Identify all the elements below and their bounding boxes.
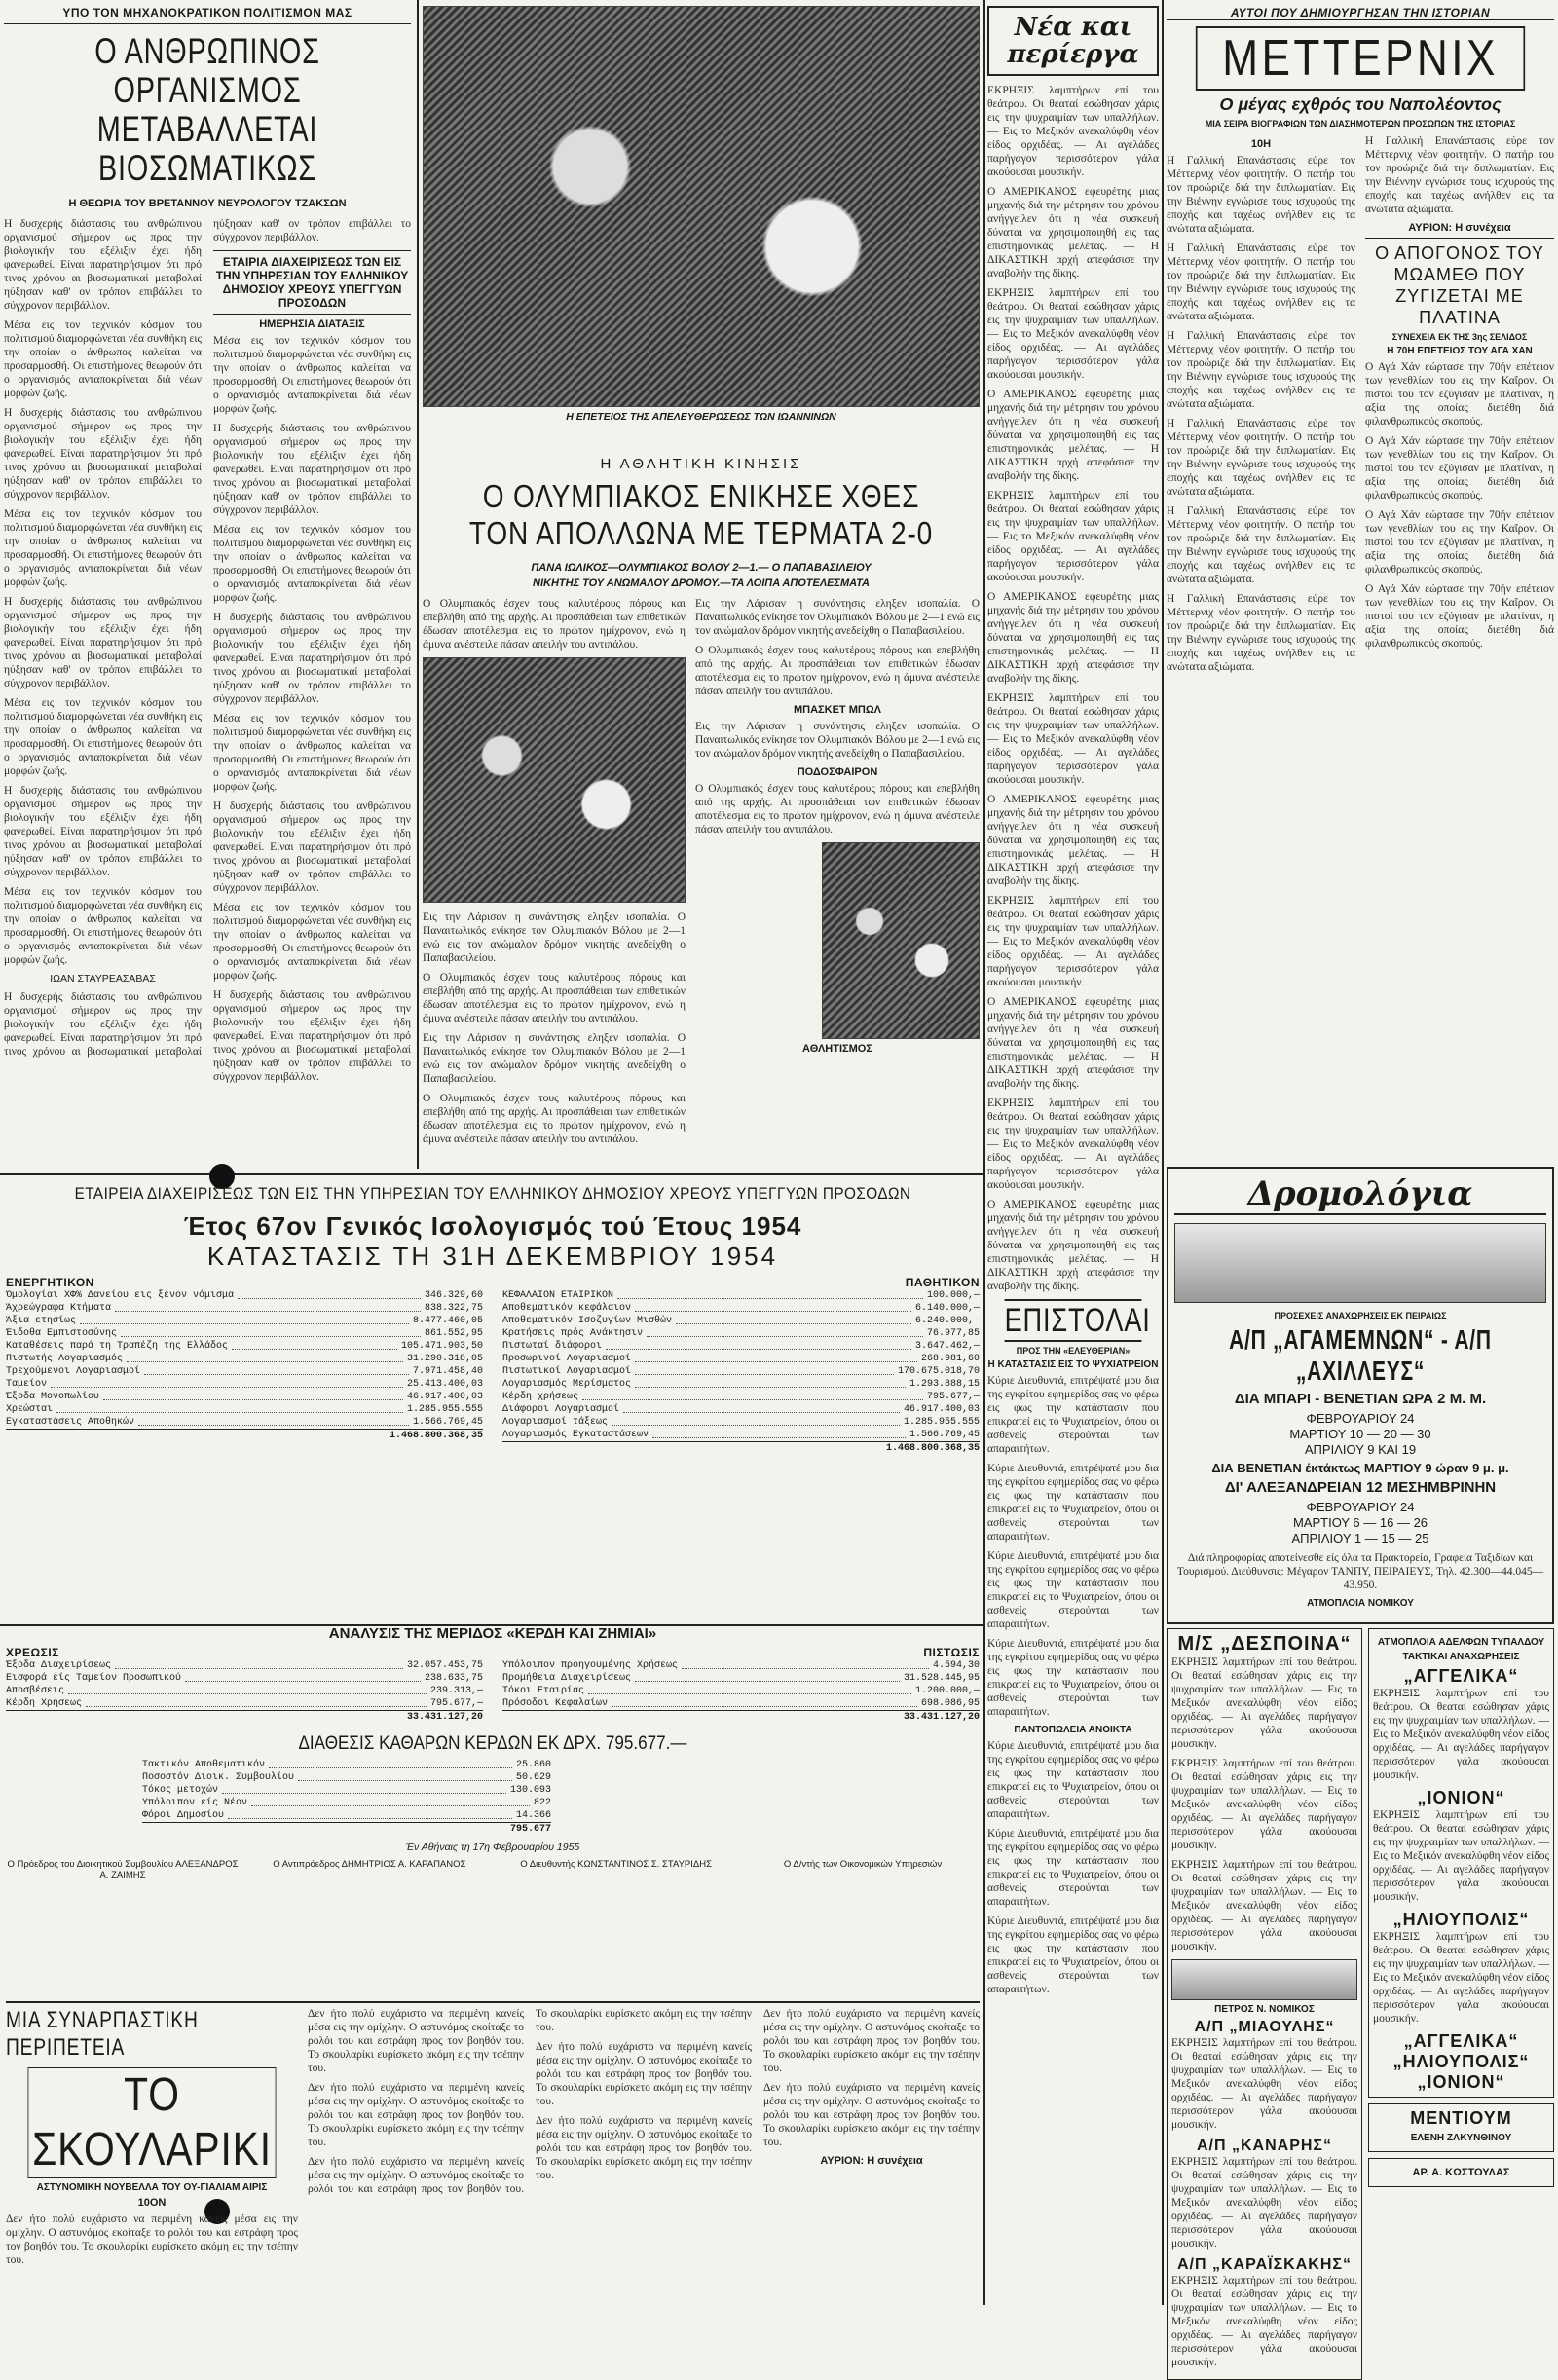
row-value: 8.477.460,05 (412, 1316, 483, 1326)
ship-ionion: „ΙΟΝΙΟΝ“ (1417, 1788, 1505, 1807)
distribution-head: ΔΙΑΘΕΣΙΣ ΚΑΘΑΡΩΝ ΚΕΡΔΩΝ ΕΚ ΔΡΧ. 795.677.— (298, 1733, 687, 1754)
paragraph: Η Γαλλική Επανάστασις εύρε τον Μέττερνιχ νέον φοιτητήν. Ο πατήρ του τον προώριζε διά την διπλωματίαν. Εις την Βιέννην εγνώρισε τους ισχυρούς της εποχής και ταχέως ανήλθεν εις τα ανώτατα αξιώματα. (1167, 155, 1355, 235)
balance-total: 33.431.127,20 (502, 1710, 980, 1724)
paragraph: Η δυσχερής διάστασις του ανθρώπινου οργανισμού σήμερον ως προς την βιολογικήν του εξέλιξιν έχει ήδη φανερωθεί. Είναι παρατηρήσιμον ότι πρό τινος χρόνου αι βιοσωματικαί μεταβολαί ηύξησαν καθ' ον τρόπον επιβάλλει το σύγχρονον περιβάλλον. (213, 612, 411, 705)
row-label: Πιστωταί διάφοροι (502, 1341, 603, 1352)
row-label: Πρόσοδοι Κεφαλαίων (502, 1698, 609, 1709)
balance-year-line: Έτος 67ον Γενικός Ισολογισμός τού Έτους 1954 (183, 1211, 802, 1241)
row-label: Άξια ετησίως (6, 1316, 77, 1326)
paragraph: Η Γαλλική Επανάστασις εύρε τον Μέττερνιχ νέον φοιτητήν. Ο πατήρ του τον προώριζε διά την διπλωματίαν. Εις την Βιέννην εγνώρισε τους ισχυρούς της εποχής και ταχέως ανήλθεν εις τα ανώτατα αξιώματα. (1167, 242, 1355, 322)
row-label: Αποθεματικόν Ισοζυγίων Μισθών (502, 1316, 673, 1326)
paragraph: Ο Ολυμπιακός έσχεν τους καλυτέρους πόρους και επεβλήθη από της αρχής. Αι προσπάθειαι των επιθετικών έδωσαν αποτέλεσμα εις το πρώτον ημίχρονον, ενώ η άμυνα ανέστειλε πάσαν απειλήν του αντιπάλου. (423, 598, 686, 651)
section-rule (0, 1173, 983, 1175)
paragraph: Ο ΑΜΕΡΙΚΑΝΟΣ εφευρέτης μιας μηχανής διά την μέτρησιν του χρόνου ανήγγειλεν ότι η νέα συσκευή δύναται να χρησιμοποιηθή εις τας επιστημονικάς μελέτας. — Η ΔΙΚΑΣΤΙΚΗ αρχή απεφάσισε την αναβολήν της δίκης. (987, 996, 1159, 1090)
balance-row (502, 1697, 980, 1710)
balance-row (6, 1391, 483, 1403)
paragraph: Μέσα εις τον τεχνικόν κόσμον του πολιτισμού διαμορφώνεται νέα συνθήκη εις την οποίαν ο άνθρωπος καλείται να προσαρμοσθή. Οι επιστήμονες θεωρούν ότι ο οργανισμός ανταποκρίνεται διά νέων μορφών ζωής. (213, 713, 411, 793)
paragraph: Μέσα εις τον τεχνικόν κόσμον του πολιτισμού διαμορφώνεται νέα συνθήκη εις την οποίαν ο άνθρωπος καλείται να προσαρμοσθή. Οι επιστήμονες θεωρούν ότι ο οργανισμός ανταποκρίνεται διά νέων μορφών ζωής. (4, 508, 202, 588)
paragraph: Η Γαλλική Επανάστασις εύρε τον Μέττερνιχ νέον φοιτητήν. Ο πατήρ του τον προώριζε διά την διπλωματίαν. Εις την Βιέννην εγνώρισε τους ισχυρούς της εποχής και ταχέως ανήλθεν εις τα ανώτατα αξιώματα. (1167, 418, 1355, 498)
balance-row (502, 1659, 980, 1672)
column-rule (983, 0, 985, 2305)
row-value: 31.528.445,95 (903, 1673, 980, 1684)
doctor-name: ΑΡ. Α. ΚΩΣΤΟΥΛΑΣ (1412, 2167, 1510, 2178)
row-value: 822 (533, 1798, 551, 1808)
subheadline: ΠΑΝΑ ΙΩΛΙΚΟΣ—ΟΛΥΜΠΙΑΚΟΣ ΒΟΛΟΥ 2—1.— Ο ΠΑΠΑΒΑΣΙΛΕΙΟΥ (531, 562, 872, 574)
paragraph: Κύριε Διευθυντά, επιτρέψατέ μου δια της εγκρίτου εφημερίδος σας να φέρω εις φως την κατάστασιν που επικρατεί εις το Ψυχιατρείον, όπου οι ασθενείς στερούνται των απαραιτήτων. (987, 1550, 1159, 1630)
row-value: 4.594,30 (932, 1660, 980, 1671)
paragraph: Η δυσχερής διάστασις του ανθρώπινου οργανισμού σήμερον ως προς την βιολογικήν του εξέλιξιν έχει ήδη φανερωθεί. Είναι παρατηρήσιμον ότι πρό τινος χρόνου αι βιοσωματικαί μεταβολαί ηύξησαν καθ' ον τρόπον επιβάλλει το σύγχρονον περιβάλλον. (213, 423, 411, 516)
row-label: Προμήθεια Διαχειρίσεως (502, 1673, 632, 1684)
row-label: Πιστωτής Λογαριασμός (6, 1354, 124, 1364)
paragraph: Η δυσχερής διάστασις του ανθρώπινου οργανισμού σήμερον ως προς την βιολογικήν του εξέλιξιν έχει ήδη φανερωθεί. Είναι παρατηρήσιμον ότι πρό τινος χρόνου αι βιοσωματικαί μεταβολαί ηύξησαν καθ' ον τρόπον επιβάλλει το σύγχρονον περιβάλλον. (213, 989, 411, 1083)
headline: Ο ΑΝΘΡΩΠΙΝΟΣ ΟΡΓΑΝΙΣΜΟΣ (94, 31, 320, 110)
row-value: 100.000,— (926, 1290, 980, 1301)
ad-note: ΠΡΟΣΕΧΕΙΣ ΑΝΑΧΩΡΗΣΕΙΣ ΕΚ ΠΕΙΡΑΙΩΣ (1274, 1311, 1447, 1320)
mention-title: ΜΕΝΤΙΟΥΜ (1410, 2108, 1512, 2128)
row-value: 31.290.318,05 (406, 1354, 483, 1364)
series-note: ΜΙΑ ΣΕΙΡΑ ΒΙΟΓΡΑΦΙΩΝ ΤΩΝ ΔΙΑΣΗΜΟΤΕΡΩΝ ΠΡΟΣΩΠΩΝ ΤΗΣ ΙΣΤΟΡΙΑΣ (1205, 119, 1516, 129)
despoina-title: Μ/Σ „ΔΕΣΠΟΙΝΑ“ (1177, 1633, 1352, 1655)
row-label: Λογαριασμοί τάξεως (502, 1417, 609, 1428)
ship-miaoulis: Α/Π „ΜΙΑΟΥΛΗΣ“ (1194, 2019, 1335, 2035)
paragraph: Η δυσχερής διάστασις του ανθρώπινου οργανισμού σήμερον ως προς την βιολογικήν του εξέλιξιν έχει ήδη φανερωθεί. Είναι παρατηρήσιμον ότι πρό τινος χρόνου αι βιοσωματικαί μεταβολαί ηύξησαν καθ' ον τρόπον επιβάλλει το σύγχρονον περιβάλλον. (4, 218, 202, 312)
balance-row (502, 1315, 980, 1327)
ad-date: ΦΕΒΡΟΥΑΡΙΟΥ 24 (1306, 1411, 1415, 1426)
serial-continued: ΑΥΡΙΟΝ: Η συνέχεια (820, 2155, 923, 2167)
row-label: Αποσβέσεις (6, 1686, 65, 1696)
mention-sub: ΕΛΕΝΗ ΖΑΚΥΝΘΙΝΟΥ (1410, 2133, 1512, 2143)
row-value: 7.971.458,40 (412, 1366, 483, 1377)
paragraph: Η δυσχερής διάστασις του ανθρώπινου οργανισμού σήμερον ως προς την βιολογικήν του εξέλιξιν έχει ήδη φανερωθεί. Είναι παρατηρήσιμον ότι πρό τινος χρόνου αι βιοσωματικαί μεταβολαί ηύξησαν καθ' ον τρόπον επιβάλλει το σύγχρονον περιβάλλον. (4, 785, 202, 878)
paragraph: ΕΚΡΗΞΙΣ λαμπτήρων επί του θεάτρου. Οι θεαταί εσώθησαν χάρις εις την ψυχραιμίαν των υπαλλήλων. — Εις το Μεξικόν ανεκαλύφθη νέον είδος ορχιδέας. — Αι αγελάδες παρήγαγον περισσότερον γάλα ακούουσαι μουσικήν. (1373, 1931, 1549, 2025)
balance-row (6, 1327, 483, 1340)
balance-row (6, 1403, 483, 1416)
paragraph: Δεν ήτο πολύ ευχάριστο να περιμένη κανείς μέσα εις την ομίχλην. Ο αστυνόμος εκοίταξε το ρολόι του και εστράφη προς τον βοηθόν του. Το σκουλαρίκι ευρίσκετο ακόμη εις την τσέπην του. (536, 2041, 752, 2107)
paragraph: ΕΚΡΗΞΙΣ λαμπτήρων επί του θεάτρου. Οι θεαταί εσώθησαν χάρις εις την ψυχραιμίαν των υπαλλήλων. — Εις το Μεξικόν ανεκαλύφθη νέον είδος ορχιδέας. — Αι αγελάδες παρήγαγον περισσότερον γάλα ακούουσαι μουσικήν. (1373, 1688, 1549, 1781)
row-value: 6.140.000,— (914, 1303, 980, 1314)
row-label: Ποσοστόν Διοικ. Συμβουλίου (142, 1772, 295, 1783)
ship-ionion-2: „ΙΟΝΙΟΝ“ (1417, 2072, 1505, 2092)
subheadline: Ο μέγας εχθρός του Ναπολέοντος (1219, 94, 1502, 114)
balance-row (6, 1378, 483, 1391)
row-label: Προσωρινοί Λογαριασμοί (502, 1354, 632, 1364)
balance-total: 33.431.127,20 (6, 1710, 483, 1724)
balance-row (6, 1289, 483, 1302)
balance-row (142, 1797, 551, 1809)
balance-row (502, 1302, 980, 1315)
paragraph: ΕΚΡΗΞΙΣ λαμπτήρων επί του θεάτρου. Οι θεαταί εσώθησαν χάρις εις την ψυχραιμίαν των υπαλλήλων. — Εις το Μεξικόν ανεκαλύφθη νέον είδος ορχιδέας. — Αι αγελάδες παρήγαγον περισσότερον γάλα ακούουσαι μουσικήν. (1171, 1758, 1357, 1851)
ship-illustration (1171, 1959, 1357, 2000)
section-kicker: Η ΑΘΛΗΤΙΚΗ ΚΙΝΗΣΙΣ (600, 456, 802, 472)
schedule-title: ΑΤΜΟΠΛΟΙΑ ΑΔΕΛΦΩΝ ΤΥΠΑΛΔΟΥ (1377, 1637, 1545, 1648)
balance-row (502, 1289, 980, 1302)
row-label: Τόκος μετοχών (142, 1785, 219, 1796)
row-label: Τρεχούμενοι Λογαριασμοί (6, 1366, 141, 1377)
active-label: ΕΝΕΡΓΗΤΙΚΟΝ (6, 1276, 94, 1289)
balance-row (502, 1429, 980, 1441)
section-subhead: ΑΘΛΗΤΙΣΜΟΣ (802, 1043, 872, 1055)
credit-label: ΠΙΣΤΩΣΙΣ (923, 1646, 980, 1659)
balance-analysis (6, 1621, 980, 1991)
row-value: 795.677,— (926, 1392, 980, 1402)
aga-khan-title: Ο ΑΠΟΓΟΝΟΣ ΤΟΥ ΜΩΑΜΕΘ ΠΟΥ ΖΥΓΙΖΕΤΑΙ ΜΕ ΠΛΑΤΙΝΑ (1365, 238, 1554, 328)
balance-row (6, 1672, 483, 1685)
paragraph: Η δυσχερής διάστασις του ανθρώπινου οργανισμού σήμερον ως προς την βιολογικήν του εξέλιξιν έχει ήδη φανερωθεί. Είναι παρατηρήσιμον ότι πρό τινος χρόνου αι βιοσωματικαί μεταβολαί ηύξησαν καθ' ον τρόπον επιβάλλει το σύγχρονον περιβάλλον. (4, 218, 411, 1058)
paragraph: Κύριε Διευθυντά, επιτρέψατέ μου δια της εγκρίτου εφημερίδος σας να φέρω εις φως την κατάστασιν που επικρατεί εις το Ψυχιατρείον, όπου οι ασθενείς στερούνται των απαραιτήτων. (987, 1740, 1159, 1820)
row-value: 698.086,95 (920, 1698, 980, 1709)
subheadline: ΝΙΚΗΤΗΣ ΤΟΥ ΑΝΩΜΑΛΟΥ ΔΡΟΜΟΥ.—ΤΑ ΛΟΙΠΑ ΑΠΟΤΕΛΕΣΜΑΤΑ (533, 577, 870, 589)
ad-date: ΑΠΡΙΛΙΟΥ 1 — 15 — 25 (1291, 1531, 1429, 1545)
row-value: 25.413.400,03 (406, 1379, 483, 1390)
ship-helioupolis-2: „ΗΛΙΟΥΠΟΛΙΣ“ (1392, 2052, 1530, 2071)
photo-football-match (423, 657, 686, 903)
paragraph: Δεν ήτο πολύ ευχάριστο να περιμένη κανείς μέσα εις την ομίχλην. Ο αστυνόμος εκοίταξε το ρολόι του και εστράφη προς τον βοηθόν του. Το σκουλαρίκι ευρίσκετο ακόμη εις την τσέπην του. (6, 2213, 298, 2266)
paragraph: Ο Ολυμπιακός έσχεν τους καλυτέρους πόρους και επεβλήθη από της αρχής. Αι προσπάθειαι των επιθετικών έδωσαν αποτέλεσμα εις το πρώτον ημίχρονον, ενώ η άμυνα ανέστειλε πάσαν απειλήν του αντιπάλου. (695, 645, 980, 697)
shipping-schedules (1167, 1628, 1554, 2368)
paragraph: Κύριε Διευθυντά, επιτρέψατέ μου δια της εγκρίτου εφημερίδος σας να φέρω εις φως την κατάστασιν που επικρατεί εις το Ψυχιατρείον, όπου οι ασθενείς στερούνται των απαραιτήτων. (987, 1638, 1159, 1718)
paragraph: Ο Ολυμπιακός έσχεν τους καλυτέρους πόρους και επεβλήθη από της αρχής. Αι προσπάθειαι των επιθετικών έδωσαν αποτέλεσμα εις το πρώτον ημίχρονον, ενώ η άμυνα ανέστειλε πάσαν απειλήν του αντιπάλου. (423, 1093, 686, 1145)
row-label: Έιδοθα Εμπιστοσύνης (6, 1328, 118, 1339)
letters-subtitle: ΠΡΟΣ ΤΗΝ «ΕΛΕΥΘΕΡΙΑΝ» (1016, 1346, 1131, 1356)
paragraph: Μέσα εις τον τεχνικόν κόσμον του πολιτισμού διαμορφώνεται νέα συνθήκη εις την οποίαν ο άνθρωπος καλείται να προσαρμοσθή. Οι επιστήμονες θεωρούν ότι ο οργανισμός ανταποκρίνεται διά νέων μορφών ζωής. (213, 902, 411, 982)
balance-row (6, 1340, 483, 1353)
row-label: Όμολογίαι ΧΦ% Δανείου εις ξένον νόμισμα (6, 1290, 235, 1301)
paragraph: Ο Αγά Χάν εώρτασε την 70ήν επέτειον των γενεθλίων του εις την Καΐρον. Οι πιστοί του τον εζύγισαν με πλατίναν, η αξία της οποίας διετέθη διά φιλανθρωπικούς σκοπούς. (1365, 361, 1554, 428)
kicker: ΥΠΟ ΤΟΝ ΜΗΧΑΝΟΚΡΑΤΙΚΟΝ ΠΟΛΙΤΙΣΜΟΝ ΜΑΣ (4, 6, 411, 24)
row-value: 105.471.903,50 (400, 1341, 483, 1352)
balance-row (502, 1672, 980, 1685)
paragraph: Ο Ολυμπιακός έσχεν τους καλυτέρους πόρους και επεβλήθη από της αρχής. Αι προσπάθειαι των επιθετικών έδωσαν αποτέλεσμα εις το πρώτον ημίχρονον, ενώ η άμυνα ανέστειλε πάσαν απειλήν του αντιπάλου. (423, 972, 686, 1024)
balance-row (502, 1340, 980, 1353)
row-value: 1.285.955.555 (406, 1404, 483, 1415)
balance-row (142, 1784, 551, 1797)
row-label: Τακτικόν Αποθεματικόν (142, 1760, 266, 1770)
paragraph: ΕΚΡΗΞΙΣ λαμπτήρων επί του θεάτρου. Οι θεαταί εσώθησαν χάρις εις την ψυχραιμίαν των υπαλλήλων. — Εις το Μεξικόν ανεκαλύφθη νέον είδος ορχιδέας. — Αι αγελάδες παρήγαγον περισσότερον γάλα ακούουσαι μουσικήν. (987, 692, 1159, 786)
section-subhead: ΠΟΔΟΣΦΑΙΡΟΝ (797, 766, 878, 778)
paragraph: Η Γαλλική Επανάστασις εύρε τον Μέττερνιχ νέον φοιτητήν. Ο πατήρ του τον προώριζε διά την διπλωματίαν. Εις την Βιέννην εγνώρισε τους ισχυρούς της εποχής και ταχέως ανήλθεν εις τα ανώτατα αξιώματα. (1167, 505, 1355, 585)
balance-row (6, 1659, 483, 1672)
paragraph: Ο ΑΜΕΡΙΚΑΝΟΣ εφευρέτης μιας μηχανής διά την μέτρησιν του χρόνου ανήγγειλεν ότι η νέα συσκευή δύναται να χρησιμοποιηθή εις τας επιστημονικάς μελέτας. — Η ΔΙΚΑΣΤΙΚΗ αρχή απεφάσισε την αναβολήν της δίκης. (987, 389, 1159, 482)
ad-date: ΜΑΡΤΙΟΥ 10 — 20 — 30 (1289, 1427, 1431, 1441)
paragraph: ΕΚΡΗΞΙΣ λαμπτήρων επί του θεάτρου. Οι θεαταί εσώθησαν χάρις εις την ψυχραιμίαν των υπαλλήλων. — Εις το Μεξικόν ανεκαλύφθη νέον είδος ορχιδέας. — Αι αγελάδες παρήγαγον περισσότερον γάλα ακούουσαι μουσικήν. (1171, 1859, 1357, 1952)
balance-sheet (6, 1180, 980, 1618)
ad-date: ΦΕΒΡΟΥΑΡΙΟΥ 24 (1306, 1500, 1415, 1514)
row-value: 861.552,95 (424, 1328, 483, 1339)
ship-kanaris: Α/Π „ΚΑΝΑΡΗΣ“ (1196, 2138, 1333, 2154)
row-value: 25.860 (515, 1760, 551, 1770)
paragraph: Η Γαλλική Επανάστασις εύρε τον Μέττερνιχ νέον φοιτητήν. Ο πατήρ του τον προώριζε διά την διπλωματίαν. Εις την Βιέννην εγνώρισε τους ισχυρούς της εποχής και ταχέως ανήλθεν εις τα ανώτατα αξιώματα. (1167, 330, 1355, 410)
serial-subtitle: ΑΣΤΥΝΟΜΙΚΗ ΝΟΥΒΕΛΛΑ ΤΟΥ ΟΥ-ΓΙΑΛΙΑΜ ΑΙΡΙΣ (36, 2182, 268, 2193)
row-value: 76.977,85 (926, 1328, 980, 1339)
row-label: Διάφοροι Λογαριασμοί (502, 1404, 620, 1415)
row-value: 838.322,75 (424, 1303, 483, 1314)
pharmacy-head: ΠΑΝΤΟΠΩΛΕΙΑ ΑΝΟΙΚΤΑ (1014, 1725, 1132, 1735)
section-subhead: ΗΜΕΡΗΣΙΑ ΔΙΑΤΑΞΙΣ (259, 318, 365, 330)
paragraph: Κύριε Διευθυντά, επιτρέψατέ μου δια της εγκρίτου εφημερίδος σας να φέρω εις φως την κατάστασιν που επικρατεί εις το Ψυχιατρείον, όπου οι ασθενείς στερούνται των απαραιτήτων. (987, 1915, 1159, 1995)
row-value: 46.917.400,03 (406, 1392, 483, 1402)
ship-angelika: „ΑΓΓΕΛΙΚΑ“ (1403, 1666, 1519, 1686)
paragraph: Εις την Λάρισαν η συνάντησις εληξεν ισοπαλία. Ο Παναιτωλικός ενίκησε τον Ολυμπιακόν Βόλου με 2—1 ενώ εις τον ανώμαλον δρόμον νικητής ανεδείχθη ο Παπαβασιλείου. (695, 598, 980, 637)
row-value: 346.329,60 (424, 1290, 483, 1301)
balance-row (6, 1302, 483, 1315)
paragraph: Ο Αγά Χάν εώρτασε την 70ήν επέτειον των γενεθλίων του εις την Καΐρον. Οι πιστοί του τον εζύγισαν με πλατίναν, η αξία της οποίας διετέθη διά φιλανθρωπικούς σκοπούς. (1365, 509, 1554, 576)
row-label: Λογαριασμός Εγκαταστάσεων (502, 1430, 649, 1440)
ad-ships: Α/Π „ΑΓΑΜΕΜΝΩΝ“ - Α/Π „ΑΧΙΛΛΕΥΣ“ (1229, 1324, 1492, 1386)
row-label: Αποθεματικόν κεφάλαιον (502, 1303, 632, 1314)
balance-row (142, 1771, 551, 1784)
section-subhead: ΜΠΑΣΚΕΤ ΜΠΩΛ (794, 704, 881, 716)
schedule-sub: ΤΑΚΤΙΚΑΙ ΑΝΑΧΩΡΗΣΕΙΣ (1402, 1652, 1520, 1662)
row-label: Λογαριασμός Μερίσματος (502, 1379, 632, 1390)
column-rule (417, 0, 419, 1169)
petros-nomikos: ΠΕΤΡΟΣ Ν. ΝΟΜΙΚΟΣ (1214, 2004, 1315, 2015)
row-value: 130.093 (509, 1785, 551, 1796)
ad-route: ΔΙΑ ΜΠΑΡΙ - ΒΕΝΕΤΙΑΝ ΩΡΑ 2 Μ. Μ. (1234, 1391, 1487, 1407)
row-value: 1.566.769,45 (412, 1417, 483, 1428)
masthead-nea-kai-periergai: Νέα και περίεργα (987, 6, 1159, 76)
paragraph: Μέσα εις τον τεχνικόν κόσμον του πολιτισμού διαμορφώνεται νέα συνθήκη εις την οποίαν ο άνθρωπος καλείται να προσαρμοσθή. Οι επιστήμονες θεωρούν ότι ο οργανισμός ανταποκρίνεται διά νέων μορφών ζωής. (213, 335, 411, 415)
balance-row (502, 1365, 980, 1378)
analysis-head: ΑΝΑΛΥΣΙΣ ΤΗΣ ΜΕΡΙΔΟΣ «ΚΕΡΔΗ ΚΑΙ ΖΗΜΙΑΙ» (328, 1625, 657, 1642)
col2-upper (423, 6, 980, 1170)
paragraph: ΕΚΡΗΞΙΣ λαμπτήρων επί του θεάτρου. Οι θεαταί εσώθησαν χάρις εις την ψυχραιμίαν των υπαλλήλων. — Εις το Μεξικόν ανεκαλύφθη νέον είδος ορχιδέας. — Αι αγελάδες παρήγαγον περισσότερον γάλα ακούουσαι μουσικήν. (1171, 2037, 1357, 2131)
paragraph: Η δυσχερής διάστασις του ανθρώπινου οργανισμού σήμερον ως προς την βιολογικήν του εξέλιξιν έχει ήδη φανερωθεί. Είναι παρατηρήσιμον ότι πρό τινος χρόνου αι βιοσωματικαί μεταβολαί ηύξησαν καθ' ον τρόπον επιβάλλει το σύγχρονον περιβάλλον. (213, 800, 411, 894)
balance-total: 795.677 (142, 1822, 551, 1836)
ad-date: ΜΑΡΤΙΟΥ 6 — 16 — 26 (1292, 1515, 1428, 1530)
ship-helioupolis: „ΗΛΙΟΥΠΟΛΙΣ“ (1392, 1910, 1530, 1929)
ship-karaiskakis: Α/Π „ΚΑΡΑΪΣΚΑΚΗΣ“ (1176, 2256, 1352, 2273)
ad-date: ΑΠΡΙΛΙΟΥ 9 ΚΑΙ 19 (1304, 1442, 1417, 1457)
passive-label: ΠΑΘΗΤΙΚΟΝ (905, 1276, 980, 1289)
paragraph: Ο ΑΜΕΡΙΚΑΝΟΣ εφευρέτης μιας μηχανής διά την μέτρησιν του χρόνου ανήγγειλεν ότι η νέα συσκευή δύναται να χρησιμοποιηθή εις τας επιστημονικάς μελέτας. — Η ΔΙΚΑΣΤΙΚΗ αρχή απεφάσισε την αναβολήν της δίκης. (987, 591, 1159, 685)
paragraph: ΕΚΡΗΞΙΣ λαμπτήρων επί του θεάτρου. Οι θεαταί εσώθησαν χάρις εις την ψυχραιμίαν των υπαλλήλων. — Εις το Μεξικόν ανεκαλύφθη νέον είδος ορχιδέας. — Αι αγελάδες παρήγαγον περισσότερον γάλα ακούουσαι μουσικήν. (987, 895, 1159, 988)
paragraph: Κύριε Διευθυντά, επιτρέψατέ μου δια της εγκρίτου εφημερίδος σας να φέρω εις φως την κατάστασιν που επικρατεί εις το Ψυχιατρείον, όπου οι ασθενείς στερούνται των απαραιτήτων. (987, 1828, 1159, 1908)
row-value: 1.293.888,15 (909, 1379, 980, 1390)
paragraph: Μέσα εις τον τεχνικόν κόσμον του πολιτισμού διαμορφώνεται νέα συνθήκη εις την οποίαν ο άνθρωπος καλείται να προσαρμοσθή. Οι επιστήμονες θεωρούν ότι ο οργανισμός ανταποκρίνεται διά νέων μορφών ζωής. (4, 319, 202, 399)
row-value: 3.647.462,— (914, 1341, 980, 1352)
balance-row (502, 1416, 980, 1429)
paragraph: ΕΚΡΗΞΙΣ λαμπτήρων επί του θεάτρου. Οι θεαταί εσώθησαν χάρις εις την ψυχραιμίαν των υπαλλήλων. — Εις το Μεξικόν ανεκαλύφθη νέον είδος ορχιδέας. — Αι αγελάδες παρήγαγον περισσότερον γάλα ακούουσαι μουσικήν. (1171, 1656, 1357, 1750)
kicker: ΑΥΤΟΙ ΠΟΥ ΔΗΜΙΟΥΡΓΗΣΑΝ ΤΗΝ ΙΣΤΟΡΙΑΝ (1167, 6, 1554, 20)
balance-date-line: ΚΑΤΑΣΤΑΣΙΣ ΤΗ 31Η ΔΕΚΕΜΒΡΙΟΥ 1954 (206, 1242, 779, 1271)
balance-total: 1.468.800.368,35 (6, 1429, 483, 1442)
section-rule (6, 2001, 980, 2003)
row-value: 46.917.400,03 (903, 1404, 980, 1415)
balance-date: Έν Αθήναις τη 17η Φεβρουαρίου 1955 (405, 1841, 580, 1853)
paragraph: ΕΚΡΗΞΙΣ λαμπτήρων επί του θεάτρου. Οι θεαταί εσώθησαν χάρις εις την ψυχραιμίαν των υπαλλήλων. — Εις το Μεξικόν ανεκαλύφθη νέον είδος ορχιδέας. — Αι αγελάδες παρήγαγον περισσότερον γάλα ακούουσαι μουσικήν. (1373, 1809, 1549, 1903)
paragraph: Η δυσχερής διάστασις του ανθρώπινου οργανισμού σήμερον ως προς την βιολογικήν του εξέλιξιν έχει ήδη φανερωθεί. Είναι παρατηρήσιμον ότι πρό τινος χρόνου αι βιοσωματικαί μεταβολαί ηύξησαν καθ' ον τρόπον επιβάλλει το σύγχρονον περιβάλλον. (4, 596, 202, 689)
row-value: 1.200.000,— (914, 1686, 980, 1696)
balance-row (6, 1685, 483, 1697)
paragraph: Η Γαλλική Επανάστασις εύρε τον Μέττερνιχ νέον φοιτητήν. Ο πατήρ του τον προώριζε διά την διπλωματίαν. Εις την Βιέννην εγνώρισε τους ισχυρούς της εποχής και ταχέως ανήλθεν εις τα ανώτατα αξιώματα. (1365, 135, 1554, 215)
balance-row (142, 1809, 551, 1822)
paragraph: Κύριε Διευθυντά, επιτρέψατέ μου δια της εγκρίτου εφημερίδος σας να φέρω εις φως την κατάστασιν που επικρατεί εις το Ψυχιατρείον, όπου οι ασθενείς στερούνται των απαραιτήτων. (987, 1463, 1159, 1543)
balance-row (6, 1315, 483, 1327)
row-value: 239.313,— (429, 1686, 483, 1696)
paragraph: Δεν ήτο πολύ ευχάριστο να περιμένη κανείς μέσα εις την ομίχλην. Ο αστυνόμος εκοίταξε το ρολόι του και εστράφη προς τον βοηθόν του. Το σκουλαρίκι ευρίσκετο ακόμη εις την τσέπην του. (308, 2008, 524, 2074)
row-label: Τόκοι Εταιρίας (502, 1686, 585, 1696)
row-label: Κρατήσεις πρός Ανάκτησιν (502, 1328, 644, 1339)
letters-headline: Η ΚΑΤΑΣΤΑΣΙΣ ΕΙΣ ΤΟ ΨΥΧΙΑΤΡΕΙΟΝ (987, 1359, 1159, 1370)
row-value: 268.981,60 (920, 1354, 980, 1364)
paragraph: ΕΚΡΗΞΙΣ λαμπτήρων επί του θεάτρου. Οι θεαταί εσώθησαν χάρις εις την ψυχραιμίαν των υπαλλήλων. — Εις το Μεξικόν ανεκαλύφθη νέον είδος ορχιδέας. — Αι αγελάδες παρήγαγον περισσότερον γάλα ακούουσαι μουσικήν. (1171, 2156, 1357, 2250)
row-label: Άχρεώγραφα Κτήματα (6, 1303, 112, 1314)
row-label: Πιστωτικοί Λογαριασμοί (502, 1366, 632, 1377)
ad-route: ΔΙΑ ΒΕΝΕΤΙΑΝ έκτάκτως ΜΑΡΤΙΟΥ 9 ώραν 9 μ. μ. (1211, 1461, 1509, 1475)
paragraph: Εις την Λάρισαν η συνάντησις εληξεν ισοπαλία. Ο Παναιτωλικός ενίκησε τον Ολυμπιακόν Βόλου με 2—1 ενώ εις τον ανώμαλον δρόμον νικητής ανεδείχθη ο Παπαβασιλείου. (695, 721, 980, 760)
balance-row (502, 1391, 980, 1403)
signature: Ο Πρόεδρος του Διοικητικού Συμβουλίου ΑΛΕΞΑΝΔΡΟΣ Α. ΖΑΙΜΗΣ (7, 1859, 239, 1880)
signature: Ο Διευθυντής ΚΩΝΣΤΑΝΤΙΝΟΣ Σ. ΣΤΑΥΡΙΔΗΣ (520, 1859, 712, 1870)
row-label: Φόροι Δημοσίου (142, 1810, 225, 1821)
balance-row (502, 1327, 980, 1340)
paragraph: Δεν ήτο πολύ ευχάριστο να περιμένη κανείς μέσα εις την ομίχλην. Ο αστυνόμος εκοίταξε το ρολόι του και εστράφη προς τον βοηθόν του. Το σκουλαρίκι ευρίσκετο ακόμη εις την τσέπην του. (536, 2115, 752, 2181)
row-label: Έξοδα Διαχειρίσεως (6, 1660, 112, 1671)
paragraph: ΕΚΡΗΞΙΣ λαμπτήρων επί του θεάτρου. Οι θεαταί εσώθησαν χάρις εις την ψυχραιμίαν των υπαλλήλων. — Εις το Μεξικόν ανεκαλύφθη νέον είδος ορχιδέας. — Αι αγελάδες παρήγαγον περισσότερον γάλα ακούουσαι μουσικήν. (987, 85, 1159, 178)
paragraph: Ο Ολυμπιακός έσχεν τους καλυτέρους πόρους και επεβλήθη από της αρχής. Αι προσπάθειαι των επιθετικών έδωσαν αποτέλεσμα εις το πρώτον ημίχρονον, ενώ η άμυνα ανέστειλε πάσαν απειλήν του αντιπάλου. (695, 783, 980, 836)
row-value: 1.566.769,45 (909, 1430, 980, 1440)
subheadline: Η ΘΕΩΡΙΑ ΤΟΥ ΒΡΕΤΑΝΝΟΥ ΝΕΥΡΟΛΟΓΟΥ ΤΖΑΚΣΩΝ (68, 198, 347, 209)
aga-khan-sub2: Η 70Η ΕΠΕΤΕΙΟΣ ΤΟΥ ΑΓΑ ΧΑΝ (1387, 346, 1533, 356)
col1-article (4, 6, 411, 1170)
part-number: 10Η (1250, 138, 1272, 150)
row-label: Καταθέσεις παρά τη Τραπέζη της Ελλάδος (6, 1341, 229, 1352)
metternich-title: ΜΕΤΤΕΡΝΙΧ (1196, 26, 1525, 91)
ad-info: Διά πληροφορίας αποτείνεσθε είς όλα τα Πρακτορεία, Γραφεία Ταξιδίων και Τουρισμού. Διεύθυνσις: Μέγαρον ΤΑΝΠΥ, ΠΕΙΡΑΙΕΥΣ, Τηλ. 42.300—44.045—43.950. (1176, 1552, 1544, 1591)
paragraph: Ο Αγά Χάν εώρτασε την 70ήν επέτειον των γενεθλίων του εις την Καΐρον. Οι πιστοί του τον εζύγισαν με πλατίναν, η αξία της οποίας διετέθη διά φιλανθρωπικούς σκοπούς. (1365, 435, 1554, 502)
paragraph: Μέσα εις τον τεχνικόν κόσμον του πολιτισμού διαμορφώνεται νέα συνθήκη εις την οποίαν ο άνθρωπος καλείται να προσαρμοσθή. Οι επιστήμονες θεωρούν ότι ο οργανισμός ανταποκρίνεται διά νέων μορφών ζωής. (4, 886, 202, 966)
balance-row (142, 1759, 551, 1771)
paragraph: Δεν ήτο πολύ ευχάριστο να περιμένη κανείς μέσα εις την ομίχλην. Ο αστυνόμος εκοίταξε το ρολόι του και εστράφη προς τον βοηθόν του. Το σκουλαρίκι ευρίσκετο ακόμη εις την τσέπην του. (763, 2082, 980, 2148)
row-value: 1.285.955.555 (903, 1417, 980, 1428)
row-label: Έξοδα Μονοπωλίου (6, 1392, 100, 1402)
paragraph: Ο Αγά Χάν εώρτασε την 70ήν επέτειον των γενεθλίων του εις την Καΐρον. Οι πιστοί του τον εζύγισαν με πλατίναν, η αξία της οποίας διετέθη διά φιλανθρωπικούς σκοπούς. (1365, 583, 1554, 650)
balance-row (6, 1365, 483, 1378)
row-value: 795.677,— (429, 1698, 483, 1709)
row-label: Κέρδη χρήσεως (502, 1392, 579, 1402)
row-value: 14.366 (515, 1810, 551, 1821)
serial-title: ΤΟ ΣΚΟΥΛΑΡΙΚΙ (28, 2067, 277, 2178)
signature: Ο Αντιπρόεδρος ΔΗΜΗΤΡΙΟΣ Α. ΚΑΡΑΠΑΝΟΣ (273, 1859, 466, 1870)
ad-title: Δρομολόγια (1174, 1174, 1546, 1215)
ship-illustration (1174, 1223, 1546, 1303)
balance-row (502, 1685, 980, 1697)
balance-row (6, 1416, 483, 1429)
photo-basketball (822, 842, 980, 1039)
paragraph: ΕΚΡΗΞΙΣ λαμπτήρων επί του θεάτρου. Οι θεαταί εσώθησαν χάρις εις την ψυχραιμίαν των υπαλλήλων. — Εις το Μεξικόν ανεκαλύφθη νέον είδος ορχιδέας. — Αι αγελάδες παρήγαγον περισσότερον γάλα ακούουσαι μουσικήν. (1171, 2275, 1357, 2368)
paragraph: Η Γαλλική Επανάστασις εύρε τον Μέττερνιχ νέον φοιτητήν. Ο πατήρ του τον προώριζε διά την διπλωματίαν. Εις την Βιέννην εγνώρισε τους ισχυρούς της εποχής και ταχέως ανήλθεν εις τα ανώτατα αξιώματα. (1167, 593, 1355, 673)
signature: Ο Δ/ντής των Οικονομικών Υπηρεσιών (783, 1859, 943, 1870)
paragraph: ΕΚΡΗΞΙΣ λαμπτήρων επί του θεάτρου. Οι θεαταί εσώθησαν χάρις εις την ψυχραιμίαν των υπαλλήλων. — Εις το Μεξικόν ανεκαλύφθη νέον είδος ορχιδέας. — Αι αγελάδες παρήγαγον περισσότερον γάλα ακούουσαι μουσικήν. (987, 287, 1159, 381)
balance-row (502, 1353, 980, 1365)
photo-caption: Η ΕΠΕΤΕΙΟΣ ΤΗΣ ΑΠΕΛΕΥΘΕΡΩΣΕΩΣ ΤΩΝ ΙΩΑΝΝΙΝΩΝ (566, 411, 836, 423)
paragraph: Δεν ήτο πολύ ευχάριστο να περιμένη κανείς μέσα εις την ομίχλην. Ο αστυνόμος εκοίταξε το ρολόι του και εστράφη προς τον βοηθόν του. Το σκουλαρίκι ευρίσκετο ακόμη εις την τσέπην του. (763, 2008, 980, 2074)
row-label: Εγκαταστάσεις Αποθηκών (6, 1417, 135, 1428)
row-value: 50.629 (515, 1772, 551, 1783)
paragraph: Ο ΑΜΕΡΙΚΑΝΟΣ εφευρέτης μιας μηχανής διά την μέτρησιν του χρόνου ανήγγειλεν ότι η νέα συσκευή δύναται να χρησιμοποιηθή εις τας επιστημονικάς μελέτας. — Η ΔΙΚΑΣΤΙΚΗ αρχή απεφάσισε την αναβολήν της δίκης. (987, 1199, 1159, 1292)
paragraph: ΕΚΡΗΞΙΣ λαμπτήρων επί του θεάτρου. Οι θεαταί εσώθησαν χάρις εις την ψυχραιμίαν των υπαλλήλων. — Εις το Μεξικόν ανεκαλύφθη νέον είδος ορχιδέας. — Αι αγελάδες παρήγαγον περισσότερον γάλα ακούουσαι μουσικήν. (987, 490, 1159, 583)
section-headline: ΕΤΑΙΡΙΑ ΔΙΑΧΕΙΡΙΣΕΩΣ ΤΩΝ ΕΙΣ ΤΗΝ ΥΠΗΡΕΣΙΑΝ ΤΟΥ ΕΛΛΗΝΙΚΟΥ ΔΗΜΟΣΙΟΥ ΧΡΕΟΥΣ ΥΠΕΓΓΥΩΝ ΠΡΟΣΟΔΩΝ (213, 250, 411, 315)
serial-story (6, 2001, 980, 2301)
byline: ΙΩΑΝ ΣΤΑΥΡΕΑΣΑΒΑΣ (50, 973, 156, 985)
aga-khan-sub: ΣΥΝΕΧΕΙΑ ΕΚ ΤΗΣ 3ης ΣΕΛΙΔΟΣ (1391, 332, 1528, 342)
row-label: Υπόλοιπον είς Νέον (142, 1798, 248, 1808)
paragraph: Ο ΑΜΕΡΙΚΑΝΟΣ εφευρέτης μιας μηχανής διά την μέτρησιν του χρόνου ανήγγειλεν ότι η νέα συσκευή δύναται να χρησιμοποιηθή εις τας επιστημονικάς μελέτας. — Η ΔΙΚΑΣΤΙΚΗ αρχή απεφάσισε την αναβολήν της δίκης. (987, 794, 1159, 887)
continued-note: ΑΥΡΙΟΝ: Η συνέχεια (1408, 222, 1511, 234)
paragraph: Η δυσχερής διάστασις του ανθρώπινου οργανισμού σήμερον ως προς την βιολογικήν του εξέλιξιν έχει ήδη φανερωθεί. Είναι παρατηρήσιμον ότι πρό τινος χρόνου αι βιοσωματικαί μεταβολαί ηύξησαν καθ' ον τρόπον επιβάλλει το σύγχρονον περιβάλλον. (4, 407, 202, 501)
row-label: Κέρδη Χρήσεως (6, 1698, 83, 1709)
paragraph: Κύριε Διευθυντά, επιτρέψατέ μου δια της εγκρίτου εφημερίδος σας να φέρω εις φως την κατάστασιν που επικρατεί εις το Ψυχιατρείον, όπου οι ασθενείς στερούνται των απαραιτήτων. (987, 1375, 1159, 1455)
row-label: ΚΕΦΑΛΑΙΟΝ ΕΤΑΙΡΙΚΟΝ (502, 1290, 614, 1301)
ad-footer: ΑΤΜΟΠΛΟΙΑ ΝΟΜΙΚΟΥ (1307, 1598, 1414, 1609)
col3 (987, 6, 1159, 2299)
row-label: Ταμείον (6, 1379, 48, 1390)
row-label: Εισφορά είς Ταμείον Προσωπικού (6, 1673, 182, 1684)
row-value: 170.675.018,70 (897, 1366, 980, 1377)
headline: ΜΕΤΑΒΑΛΛΕΤΑΙ ΒΙΟΣΩΜΑΤΙΚΩΣ (96, 109, 318, 188)
balance-row (6, 1697, 483, 1710)
serial-kicker: ΜΙΑ ΣΥΝΑΡΠΑΣΤΙΚΗ ΠΕΡΙΠΕΤΕΙΑ (6, 2007, 199, 2061)
balance-row (502, 1378, 980, 1391)
row-label: Υπόλοιπον προηγουμένης Χρήσεως (502, 1660, 679, 1671)
headline: Ο ΟΛΥΜΠΙΑΚΟΣ ΕΝΙΚΗΣΕ ΧΘΕΣ (482, 478, 920, 514)
photo-ioannina-parade (423, 6, 980, 407)
row-value: 238.633,75 (424, 1673, 483, 1684)
paragraph: Δεν ήτο πολύ ευχάριστο να περιμένη κανείς μέσα εις την ομίχλην. Ο αστυνόμος εκοίταξε το ρολόι του και εστράφη προς τον βοηθόν του. Το σκουλαρίκι ευρίσκετο ακόμη εις την τσέπην του. (308, 2008, 752, 2195)
paragraph: ΕΚΡΗΞΙΣ λαμπτήρων επί του θεάτρου. Οι θεαταί εσώθησαν χάρις εις την ψυχραιμίαν των υπαλλήλων. — Εις το Μεξικόν ανεκαλύφθη νέον είδος ορχιδέας. — Αι αγελάδες παρήγαγον περισσότερον γάλα ακούουσαι μουσικήν. (987, 1097, 1159, 1191)
paragraph: Μέσα εις τον τεχνικόν κόσμον του πολιτισμού διαμορφώνεται νέα συνθήκη εις την οποίαν ο άνθρωπος καλείται να προσαρμοσθή. Οι επιστήμονες θεωρούν ότι ο οργανισμός ανταποκρίνεται διά νέων μορφών ζωής. (213, 524, 411, 604)
row-value: 32.057.453,75 (406, 1660, 483, 1671)
company-name: ΕΤΑΙΡΕΙΑ ΔΙΑΧΕΙΡΙΣΕΩΣ ΤΩΝ ΕΙΣ ΤΗΝ ΥΠΗΡΕΣΙΑΝ ΤΟΥ ΕΛΛΗΝΙΚΟΥ ΔΗΜΟΣΙΟΥ ΧΡΕΟΥΣ ΥΠΕΓΓΥΩΝ ΠΡΟΣΟΔΩΝ (74, 1184, 911, 1203)
paragraph: Εις την Λάρισαν η συνάντησις εληξεν ισοπαλία. Ο Παναιτωλικός ενίκησε τον Ολυμπιακόν Βόλου με 2—1 ενώ εις τον ανώμαλον δρόμον νικητής ανεδείχθη ο Παπαβασιλείου. (423, 911, 686, 964)
headline: ΤΟΝ ΑΠΟΛΛΩΝΑ ΜΕ ΤΕΡΜΑΤΑ 2-0 (468, 515, 934, 551)
letters-title: ΕΠΙΣΤΟΛΑΙ (1005, 1299, 1142, 1342)
paragraph: Ο ΑΜΕΡΙΚΑΝΟΣ εφευρέτης μιας μηχανής διά την μέτρησιν του χρόνου ανήγγειλεν ότι η νέα συσκευή δύναται να χρησιμοποιηθή εις τας επιστημονικάς μελέτας. — Η ΔΙΚΑΣΤΙΚΗ αρχή απεφάσισε την αναβολήν της δίκης. (987, 186, 1159, 279)
row-value: 6.240.000,— (914, 1316, 980, 1326)
paragraph: Μέσα εις τον τεχνικόν κόσμον του πολιτισμού διαμορφώνεται νέα συνθήκη εις την οποίαν ο άνθρωπος καλείται να προσαρμοσθή. Οι επιστήμονες θεωρούν ότι ο οργανισμός ανταποκρίνεται διά νέων μορφών ζωής. (4, 697, 202, 777)
column-rule (1162, 0, 1164, 2305)
balance-row (6, 1353, 483, 1365)
paragraph: Εις την Λάρισαν η συνάντησις εληξεν ισοπαλία. Ο Παναιτωλικός ενίκησε τον Ολυμπιακόν Βόλου με 2—1 ενώ εις τον ανώμαλον δρόμον νικητής ανεδείχθη ο Παπαβασιλείου. (423, 1032, 686, 1085)
ad-route: ΔΙ' ΑΛΕΞΑΝΔΡΕΙΑΝ 12 ΜΕΣΗΜΒΡΙΝΗΝ (1224, 1479, 1497, 1496)
row-label: Χρεώσται (6, 1404, 54, 1415)
paragraph: Δεν ήτο πολύ ευχάριστο να περιμένη κανείς μέσα εις την ομίχλην. Ο αστυνόμος εκοίταξε το ρολόι του και εστράφη προς τον βοηθόν του. Το σκουλαρίκι ευρίσκετο ακόμη εις την τσέπην του. (308, 2082, 524, 2148)
balance-row (502, 1403, 980, 1416)
balance-total: 1.468.800.368,35 (502, 1441, 980, 1455)
serial-part: 10ΟΝ (137, 2197, 167, 2209)
ship-angelika-2: „ΑΓΓΕΛΙΚΑ“ (1403, 2031, 1519, 2051)
shipping-ad (1167, 1167, 1554, 1624)
debit-label: ΧΡΕΩΣΙΣ (6, 1646, 59, 1659)
